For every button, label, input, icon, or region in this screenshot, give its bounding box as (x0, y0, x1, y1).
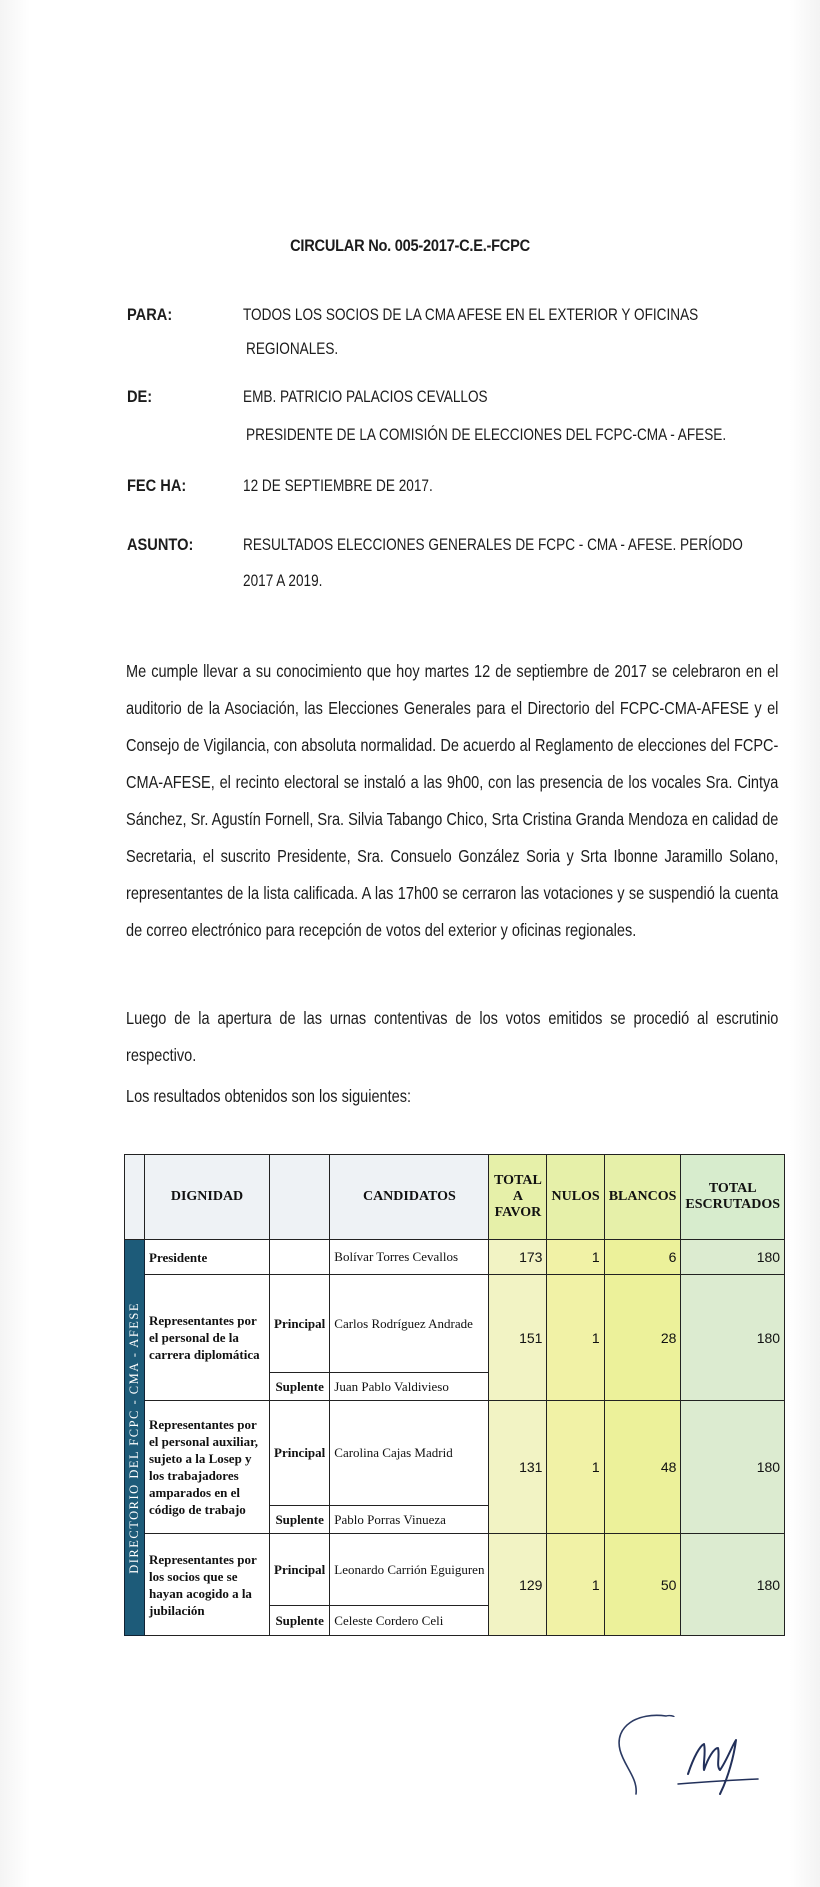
blancos-cell: 50 (604, 1534, 681, 1636)
asunto-line-2: 2017 A 2019. (243, 571, 323, 590)
favor-cell: 173 (489, 1240, 547, 1275)
candidate-cell: Carolina Cajas Madrid (330, 1401, 489, 1506)
header-corner (125, 1155, 145, 1240)
favor-cell: 129 (489, 1534, 547, 1636)
candidate-cell: Juan Pablo Valdivieso (330, 1373, 489, 1401)
header-total-escrutados (681, 1155, 785, 1240)
candidate-cell: Celeste Cordero Celi (330, 1606, 489, 1636)
results-table (124, 1154, 785, 1636)
candidate-cell: Leonardo Carrión Eguiguren (330, 1534, 489, 1606)
favor-cell: 151 (489, 1275, 547, 1401)
total-cell: 180 (681, 1275, 785, 1401)
table-row (125, 1275, 785, 1373)
role-cell: Principal (270, 1401, 330, 1506)
asunto-label: ASUNTO: (127, 535, 194, 554)
candidate-cell: Bolívar Torres Cevallos (330, 1240, 489, 1275)
signature-icon (608, 1686, 778, 1806)
candidate-cell: Pablo Porras Vinueza (330, 1506, 489, 1534)
para-line-1: TODOS LOS SOCIOS DE LA CMA AFESE EN EL EXTERIOR Y OFICINAS (243, 305, 699, 324)
table-row (125, 1401, 785, 1506)
side-band-label (125, 1240, 145, 1636)
table-row (125, 1534, 785, 1606)
dignidad-cell: Representantes por el personal de la carrera diplomática (145, 1275, 270, 1401)
blancos-cell: 28 (604, 1275, 681, 1401)
de-line-1: EMB. PATRICIO PALACIOS CEVALLOS (243, 387, 488, 406)
header-blancos: BLANCOS (604, 1155, 681, 1240)
header-total-favor (489, 1155, 547, 1240)
blancos-cell: 6 (604, 1240, 681, 1275)
document-title: CIRCULAR No. 005-2017-C.E.-FCPC (290, 236, 530, 255)
header-total-escrutados-line-2: ESCRUTADOS (685, 1197, 781, 1212)
para-line-2: REGIONALES. (246, 339, 339, 358)
de-label: DE: (127, 387, 153, 406)
body-paragraph-3: Los resultados obtenidos son los siguientes: (126, 1086, 412, 1106)
header-nulos: NULOS (547, 1155, 604, 1240)
nulos-cell: 1 (547, 1240, 604, 1275)
header-total-favor-line-3: FAVOR (494, 1205, 542, 1220)
role-cell: Suplente (270, 1373, 330, 1401)
dignidad-cell: Presidente (145, 1240, 270, 1275)
para-label: PARA: (127, 305, 173, 324)
body-paragraph-2: Luego de la apertura de las urnas contentivas de los votos emitidos se procedió al escrutinio respectivo. (126, 1008, 779, 1065)
header-candidatos: CANDIDATOS (330, 1155, 489, 1240)
header-role (270, 1155, 330, 1240)
candidate-cell: Carlos Rodríguez Andrade (330, 1275, 489, 1373)
total-cell: 180 (681, 1401, 785, 1534)
header-total-escrutados-line-1: TOTAL (708, 1181, 757, 1196)
header-dignidad: DIGNIDAD (145, 1155, 270, 1240)
role-cell: Principal (270, 1534, 330, 1606)
blancos-cell: 48 (604, 1401, 681, 1534)
table-header-row (125, 1155, 785, 1240)
dignidad-cell: Representantes por el personal auxiliar, sujeto a la Losep y los trabajadores amparados en el código de trabajo (145, 1401, 270, 1534)
nulos-cell: 1 (547, 1401, 604, 1534)
nulos-cell: 1 (547, 1275, 604, 1401)
role-cell: Suplente (270, 1506, 330, 1534)
fecha-label: FEC HA: (127, 476, 187, 495)
de-line-2: PRESIDENTE DE LA COMISIÓN DE ELECCIONES DEL FCPC-CMA - AFESE. (246, 425, 727, 444)
side-band-text: DIRECTORIO DEL FCPC - CMA - AFESE (127, 1301, 141, 1574)
role-cell (270, 1240, 330, 1275)
total-cell: 180 (681, 1240, 785, 1275)
asunto-line-1: RESULTADOS ELECCIONES GENERALES DE FCPC - CMA - AFESE. PERÍODO (243, 535, 743, 554)
fecha-value: 12 DE SEPTIEMBRE DE 2017. (243, 476, 433, 495)
dignidad-cell: Representantes por los socios que se hayan acogido a la jubilación (145, 1534, 270, 1636)
nulos-cell: 1 (547, 1534, 604, 1636)
header-total-favor-line-2: A (512, 1189, 524, 1204)
body-paragraph-1: Me cumple llevar a su conocimiento que hoy martes 12 de septiembre de 2017 se celebraron en el auditorio de la Asociación, las Elecciones Generales para el Directorio del FCPC-CMA-AFESE y el Consejo de Vigilancia, con absoluta normalidad. De acuerdo al Reglamento de elecciones del FCPC-CMA-AFESE, el recinto electoral se instaló a las 9h00, con las presencia de los vocales Sra. Cintya Sánchez, Sr. Agustín Fornell, Sra. Silvia Tabango Chico, Srta Cristina Granda Mendoza en calidad de Secretaria, el suscrito Presidente, Sra. Consuelo González Soria y Srta Ibonne Jaramillo Solano, representantes de la lista calificada. A las 17h00 se cerraron las votaciones y se suspendió la cuenta de correo electrónico para recepción de votos del exterior y oficinas regionales. (126, 661, 779, 940)
header-total-favor-line-1: TOTAL (494, 1173, 542, 1188)
role-cell: Principal (270, 1275, 330, 1373)
table-row (125, 1240, 785, 1275)
total-cell: 180 (681, 1534, 785, 1636)
role-cell: Suplente (270, 1606, 330, 1636)
favor-cell: 131 (489, 1401, 547, 1534)
